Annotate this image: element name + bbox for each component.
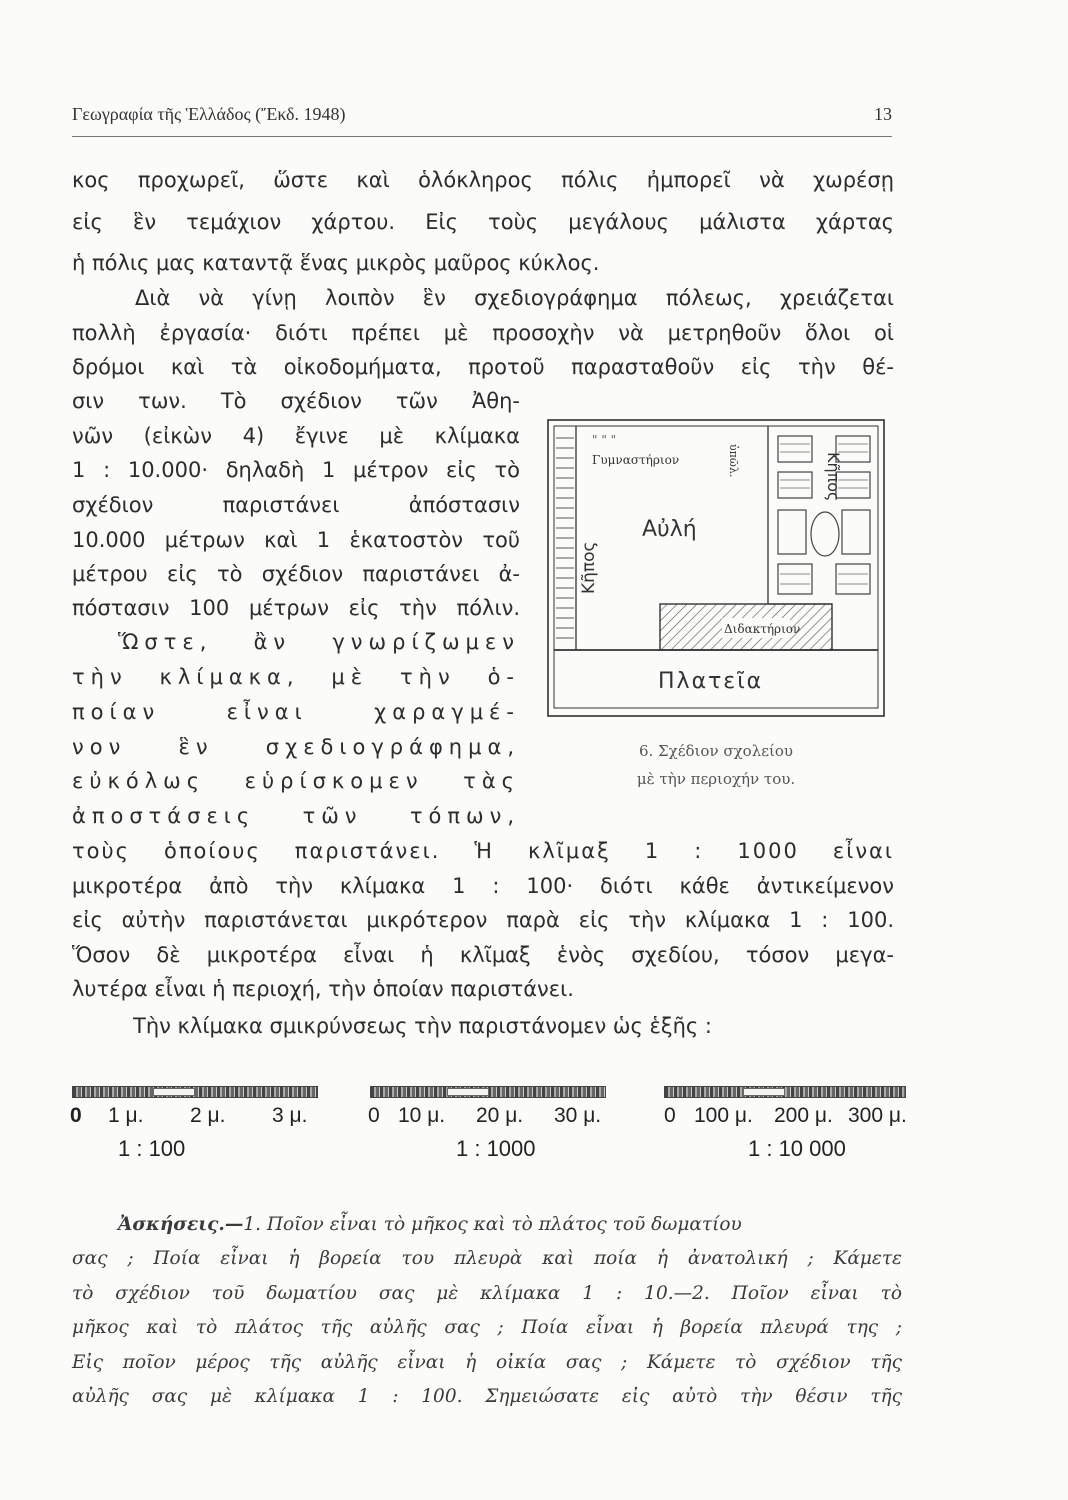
scale2-tick-0: 0	[368, 1104, 380, 1127]
text-line: Ὅσον δὲ μικροτέρα εἶναι ἡ κλῖμαξ ἑνὸς σχεδίου, τόσον μεγα-	[72, 943, 894, 967]
scale2-tick-3: 30 μ.	[554, 1104, 602, 1127]
header-rule	[72, 136, 892, 137]
scale3-tick-0: 0	[664, 1104, 676, 1127]
label-garden-right: Κῆπος	[824, 452, 843, 502]
label-courtyard: Αὐλή	[642, 517, 697, 542]
label-school: Διδακτήριον	[724, 622, 801, 636]
figure-caption-line1: 6. Σχέδιον σχολείου	[638, 742, 794, 760]
exercise-line-5: Εἰς ποῖον μέρος τῆς αὐλῆς εἶναι ἡ οἰκία σας ; Κάμετε τὸ σχέδιον τῆς	[72, 1352, 902, 1373]
scale2-tick-2: 20 μ.	[476, 1104, 524, 1127]
left-strip-hatching	[556, 438, 574, 638]
scale1-tick-1: 1 μ.	[108, 1104, 144, 1127]
scale3-tick-2: 200 μ.	[774, 1104, 833, 1127]
figure-caption-line2: μὲ τὴν περιοχήν του.	[636, 770, 796, 788]
text-line: λυτέρα εἶναι ἡ περιοχή, τὴν ὁποίαν παριστάνει.	[72, 977, 574, 1001]
page-number: 13	[874, 104, 892, 124]
text-line: τοὺς ὁποίους παριστάνει. Ἡ κλῖμαξ 1 : 1000 εἶναι	[72, 839, 894, 863]
exercise-line-2: σας ; Ποία εἶναι ἡ βορεία του πλευρὰ καὶ ποία ἡ ἀνατολική ; Κάμετε	[72, 1248, 902, 1269]
text-line: μέτρου εἰς τὸ σχέδιον παριστάνει ἀ-	[72, 562, 520, 586]
scale3-tick-1: 100 μ.	[694, 1104, 753, 1127]
text-line: Τὴν κλίμακα σμικρύνσεως τὴν παριστάνομεν ὡς ἑξῆς :	[133, 1014, 712, 1038]
text-line: Διὰ νὰ γίνῃ λοιπὸν ἓν σχεδιογράφημα πόλεως, χρειάζεται	[135, 286, 894, 310]
scale1-tick-3: 3 μ.	[272, 1104, 308, 1127]
scale-bar-1-100	[72, 1086, 318, 1098]
running-title: Γεωγραφία τῆς Ἑλλάδος (Ἔκδ. 1948)	[72, 104, 346, 124]
school-plan-figure	[546, 418, 886, 718]
scale2-tick-1: 10 μ.	[398, 1104, 446, 1127]
scale3-tick-3: 300 μ.	[848, 1104, 907, 1127]
text-line: ἡ πόλις μας καταντᾷ ἕνας μικρὸς μαῦρος κύκλος.	[72, 251, 600, 275]
text-line: εὐκόλως εὑρίσκομεν τὰς	[72, 769, 520, 793]
text-line: κος προχωρεῖ, ὥστε καὶ ὁλόκληρος πόλις ἠμπορεῖ νὰ χωρέσῃ	[72, 168, 894, 192]
exercise-line-1	[118, 1210, 902, 1240]
text-line: Ὥστε, ἂν γνωρίζωμεν	[118, 630, 520, 654]
scale2-ratio: 1 : 1000	[456, 1136, 536, 1161]
exercise-line-6: αὐλῆς σας μὲ κλίμακα 1 : 100. Σημειώσατε εἰς αὐτὸ τὴν θέσιν τῆς	[72, 1386, 902, 1407]
label-square: Πλατεῖα	[658, 669, 764, 694]
exercises-heading: Ἀσκήσεις.—	[118, 1214, 244, 1235]
scale1-tick-2: 2 μ.	[190, 1104, 226, 1127]
text-line: μικροτέρα ἀπὸ τὴν κλίμακα 1 : 100· διότι κάθε ἀντικείμενον	[72, 874, 894, 898]
scale-bar-1-10000	[664, 1086, 906, 1098]
exercise-line-3: τὸ σχέδιον τοῦ δωματίου σας μὲ κλίμακα 1 : 10.—2. Ποῖον εἶναι τὸ	[72, 1283, 902, 1304]
text-line: νῶν (εἰκὼν 4) ἔγινε μὲ κλίμακα	[72, 424, 520, 448]
text-line: πολλὴ ἐργασία· διότι πρέπει μὲ προσοχὴν νὰ μετρηθοῦν ὅλοι οἱ	[72, 321, 894, 345]
scale3-ratio: 1 : 10 000	[748, 1136, 846, 1161]
text-line: τὴν κλίμακα, μὲ τὴν ὁ-	[72, 665, 520, 689]
label-gym: Γυμναστήριον	[592, 453, 680, 467]
text-line: ποίαν εἶναι χαραγμέ-	[72, 700, 520, 724]
scale-bar-1-1000	[370, 1086, 606, 1098]
text-line: 1 : 10.000· δηλαδὴ 1 μέτρον εἰς τὸ	[72, 458, 520, 482]
svg-text:" " ": " " "	[592, 433, 617, 447]
text-line: σιν των. Τὸ σχέδιον τῶν Ἀθη-	[72, 389, 520, 413]
text-line: ἀποστάσεις τῶν τόπων,	[72, 804, 520, 828]
label-garden-left: Κῆπος	[579, 541, 599, 594]
label-wc: ὑπῶλ.	[727, 444, 740, 478]
exercise-text: 1. Ποῖον εἶναι τὸ μῆκος καὶ τὸ πλάτος τοῦ δωματίου	[243, 1214, 742, 1235]
running-header	[72, 104, 892, 132]
text-line: 10.000 μέτρων καὶ 1 ἑκατοστὸν τοῦ	[72, 528, 520, 552]
text-line: σχέδιον παριστάνει ἀπόστασιν	[72, 493, 520, 517]
text-line: πόστασιν 100 μέτρων εἰς τὴν πόλιν.	[72, 596, 520, 620]
text-line: νον ἓν σχεδιογράφημα,	[72, 735, 520, 759]
exercise-line-4: μῆκος καὶ τὸ πλάτος τῆς αὐλῆς σας ; Ποία εἶναι ἡ βορεία πλευρά της ;	[72, 1317, 902, 1338]
scale1-tick-0: 0	[70, 1104, 82, 1127]
text-line: εἰς αὐτὴν παριστάνεται μικρότερον παρὰ εἰς τὴν κλίμακα 1 : 100.	[72, 908, 894, 932]
text-line: δρόμοι καὶ τὰ οἰκοδομήματα, προτοῦ παρασταθοῦν εἰς τὴν θέ-	[72, 355, 894, 379]
garden-beds	[778, 436, 870, 594]
text-line: εἰς ἓν τεμάχιον χάρτου. Εἰς τοὺς μεγάλους μάλιστα χάρτας	[72, 210, 894, 234]
scale1-ratio: 1 : 100	[118, 1136, 186, 1161]
